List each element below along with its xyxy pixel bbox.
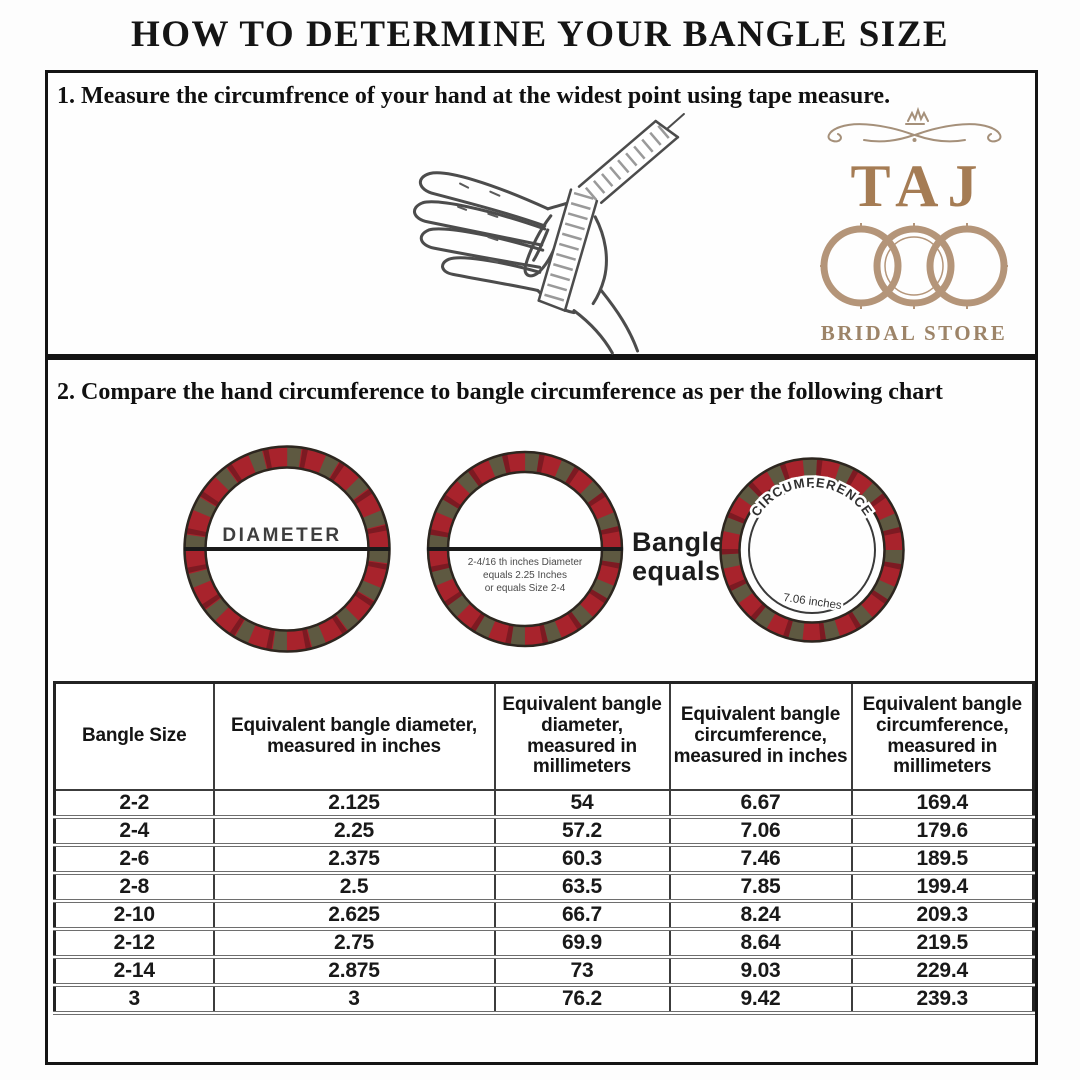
table-cell: 2.75 xyxy=(214,929,495,957)
table-cell: 2-14 xyxy=(55,957,214,985)
bangle-circumference-illustration xyxy=(717,455,907,645)
step1-heading: 1. Measure the circumfrence of your hand at the widest point using tape measure. xyxy=(57,83,891,109)
table-cell: 199.4 xyxy=(852,873,1034,901)
logo-wordmark: TAJ xyxy=(850,153,987,219)
table-cell: 6.67 xyxy=(670,790,852,817)
table-cell: 2.375 xyxy=(214,845,495,873)
table-row xyxy=(55,790,1034,817)
table-cell: 3 xyxy=(55,985,214,1013)
logo-subtitle: BRIDAL STORE xyxy=(820,321,1008,345)
step2-section xyxy=(45,357,1038,1065)
table-row xyxy=(55,901,1034,929)
col-header-diameter-mm: Equivalent bangle diameter, measured in millimeters xyxy=(495,683,670,791)
page-title: HOW TO DETERMINE YOUR BANGLE SIZE xyxy=(130,14,950,55)
table-cell: 189.5 xyxy=(852,845,1034,873)
table-cell: 229.4 xyxy=(852,957,1034,985)
table-cell: 60.3 xyxy=(495,845,670,873)
table-row xyxy=(55,985,1034,1013)
table-cell: 54 xyxy=(495,790,670,817)
circumference-inches-label: 7.06 inches xyxy=(782,591,843,613)
logo-flourish-crown-icon xyxy=(802,107,1027,149)
brand-logo xyxy=(790,107,1038,346)
table-cell: 169.4 xyxy=(852,790,1034,817)
table-cell: 8.24 xyxy=(670,901,852,929)
size-chart-table xyxy=(53,681,1035,1015)
circumference-label: CIRCUMFERENCE xyxy=(748,474,876,520)
example-caption-line1: 2-4/16 th inches Diameter xyxy=(467,557,583,568)
bangle-equals-line1: Bangle xyxy=(632,527,726,557)
bangle-equals-label xyxy=(632,528,725,586)
table-cell: 2-2 xyxy=(55,790,214,817)
bangle-equals-line2: equals xyxy=(632,556,721,587)
table-cell: 57.2 xyxy=(495,817,670,845)
table-cell: 2-8 xyxy=(55,873,214,901)
table-cell: 2-4 xyxy=(55,817,214,845)
table-cell: 2-6 xyxy=(55,845,214,873)
table-cell: 66.7 xyxy=(495,901,670,929)
table-cell: 2.625 xyxy=(214,901,495,929)
table-cell: 219.5 xyxy=(852,929,1034,957)
step2-heading: 2. Compare the hand circumference to bangle circumference as per the following chart xyxy=(57,379,943,405)
table-cell: 7.85 xyxy=(670,873,852,901)
table-row xyxy=(55,929,1034,957)
size-chart-header xyxy=(55,683,1034,791)
table-cell: 9.03 xyxy=(670,957,852,985)
table-cell: 2.125 xyxy=(214,790,495,817)
table-cell: 76.2 xyxy=(495,985,670,1013)
table-cell: 2-12 xyxy=(55,929,214,957)
hand-tape-measure-illustration xyxy=(340,113,685,355)
col-header-circumference-inches: Equivalent bangle circumference, measured in inches xyxy=(670,683,852,791)
table-cell: 73 xyxy=(495,957,670,985)
bangle-example-illustration xyxy=(425,449,625,649)
col-header-circumference-mm: Equivalent bangle circumference, measured in millimeters xyxy=(852,683,1034,791)
col-header-bangle-size: Bangle Size xyxy=(55,683,214,791)
table-cell: 2.25 xyxy=(214,817,495,845)
table-cell: 2-10 xyxy=(55,901,214,929)
table-row xyxy=(55,873,1034,901)
table-cell: 9.42 xyxy=(670,985,852,1013)
logo-three-bangles-icon xyxy=(809,220,1019,312)
table-cell: 2.875 xyxy=(214,957,495,985)
table-cell: 8.64 xyxy=(670,929,852,957)
table-cell: 7.06 xyxy=(670,817,852,845)
table-cell: 239.3 xyxy=(852,985,1034,1013)
table-cell: 69.9 xyxy=(495,929,670,957)
table-cell: 3 xyxy=(214,985,495,1013)
table-row xyxy=(55,957,1034,985)
table-cell: 179.6 xyxy=(852,817,1034,845)
example-caption-line2: equals 2.25 Inches xyxy=(483,570,567,581)
table-cell: 209.3 xyxy=(852,901,1034,929)
bangle-diameter-illustration xyxy=(182,444,392,654)
table-row xyxy=(55,845,1034,873)
example-caption-line3: or equals Size 2-4 xyxy=(484,583,566,594)
diameter-label: DIAMETER xyxy=(222,525,342,546)
size-chart-tbody xyxy=(55,790,1034,1013)
table-cell: 7.46 xyxy=(670,845,852,873)
table-cell: 63.5 xyxy=(495,873,670,901)
col-header-diameter-inches: Equivalent bangle diameter, measured in inches xyxy=(214,683,495,791)
table-cell: 2.5 xyxy=(214,873,495,901)
step1-section xyxy=(45,70,1038,357)
table-row xyxy=(55,817,1034,845)
